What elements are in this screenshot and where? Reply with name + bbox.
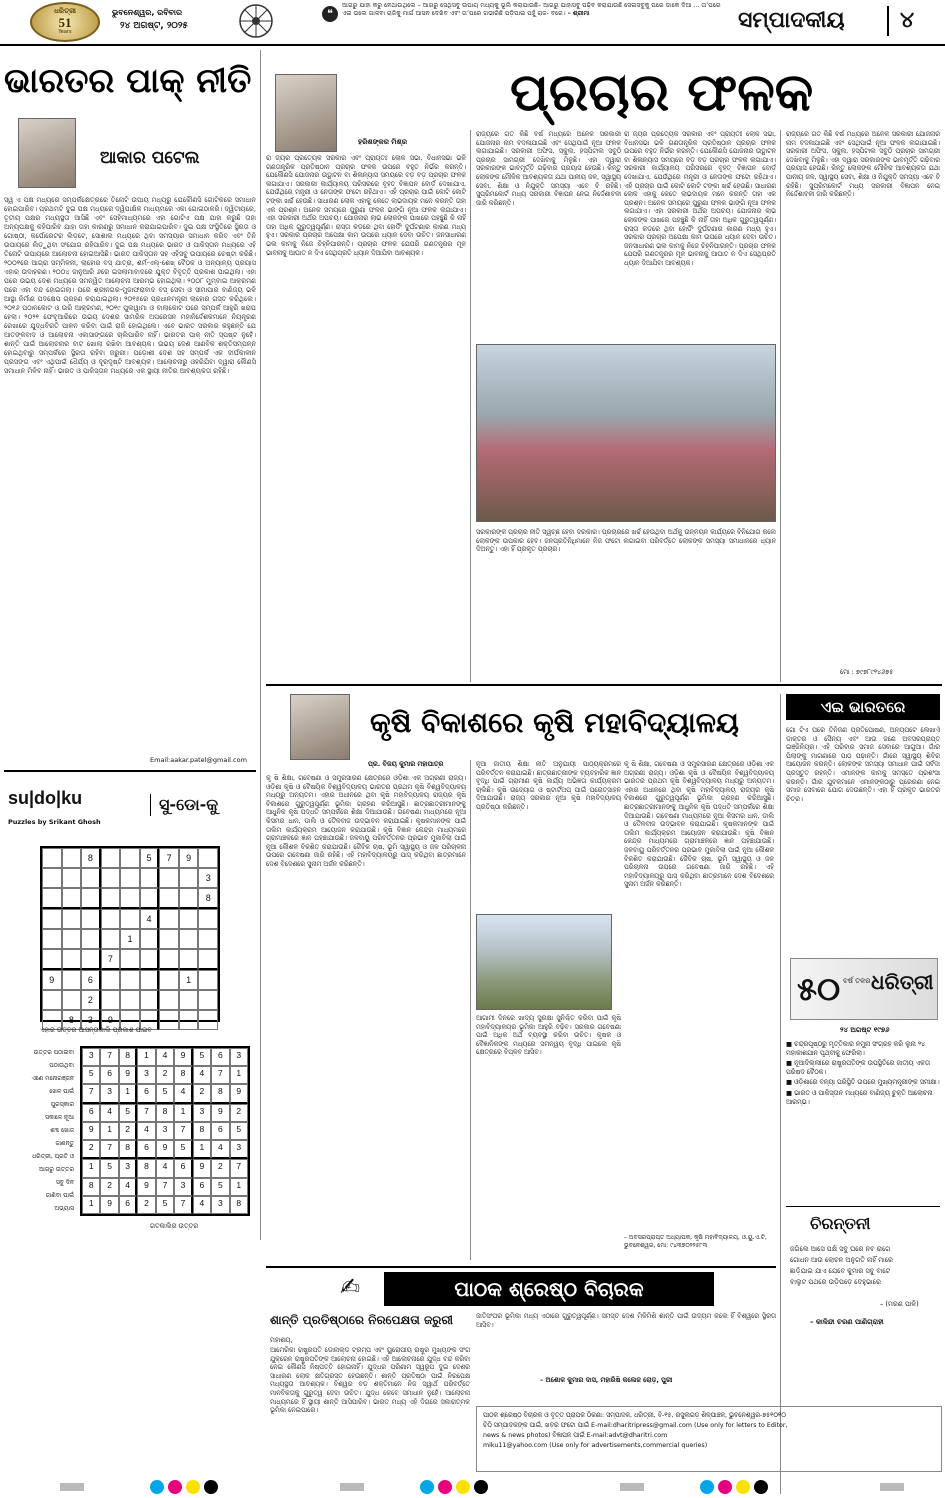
sudoku-solution-cell: 5 (156, 1196, 174, 1214)
sudoku-solution-cell: 1 (82, 1196, 100, 1214)
article1-email: Email:aakar.patel@gmail.com (150, 756, 247, 764)
registration-dot (754, 1480, 768, 1494)
sudoku-puzzle-cell (62, 990, 82, 1010)
sudoku-puzzle-cell: 8 (198, 888, 218, 909)
sudoku-puzzle-cell (120, 848, 140, 868)
registration-gray-bar (880, 1483, 904, 1491)
reader-banner-icon: ✍ (340, 1273, 361, 1301)
sudoku-solution-cell: 5 (230, 1122, 248, 1140)
sudoku-solution-cell: 5 (193, 1048, 211, 1066)
sudoku-puzzle-cell (159, 1010, 179, 1030)
sudoku-solution-cell: 9 (193, 1159, 211, 1177)
sudoku-solution-label: ଶବ୍ଦ ଖୋଜ (50, 1127, 74, 1134)
sudoku-puzzle-cell (81, 868, 101, 888)
badge-top: ଧରିତ୍ରୀ (54, 7, 76, 15)
sudoku-puzzle-cell (81, 929, 101, 949)
sudoku-solution-cell: 2 (119, 1122, 137, 1140)
sudoku-puzzle-cell (101, 929, 121, 949)
registration-dot (168, 1480, 182, 1494)
sudoku-puzzle-cell (140, 868, 160, 888)
sudoku-solution-cell: 1 (119, 1084, 137, 1103)
fifty-years-label: ବର୍ଷ ତଳର (843, 977, 871, 985)
sudoku-footer: ଏହାର ଉତ୍ତର ଆସନ୍ତାକାଲି ପ୍ରକାଶ ପାଇବ (40, 1026, 152, 1034)
sudoku-puzzle-cell (62, 848, 82, 868)
reader-banner-title: ପାଠକ ଶ୍ରେଷ୍ଠ ବିଚାରକ (454, 1277, 644, 1301)
sudoku-solution-cell: 5 (119, 1104, 137, 1122)
sudoku-solution-cell: 9 (174, 1048, 192, 1066)
sudoku-puzzle-cell (198, 949, 218, 970)
sudoku-puzzle-cell (42, 909, 62, 929)
sudoku-puzzle-cell (62, 970, 82, 990)
sudoku-puzzle-cell (159, 949, 179, 970)
sudoku-solution-cell: 2 (137, 1196, 155, 1214)
registration-dot (736, 1480, 750, 1494)
sudoku-solution-cell: 7 (156, 1178, 174, 1196)
sudoku-solution-footer: ଗତକାଲିର ଉତ୍ତର (150, 1222, 199, 1230)
wheel-emblem (237, 2, 275, 40)
sudoku-puzzle-cell (62, 888, 82, 909)
sudoku-puzzle-cell: 3 (198, 868, 218, 888)
sudoku-puzzle-cell (101, 888, 121, 909)
column-divider-2 (470, 130, 471, 682)
fifty-years-item: ■ ଭାରତ ଓ ପାକିସ୍ତାନ ମଧ୍ୟରେ ବାଣିଜ୍ୟ ଚୁକ୍ତି ଆଲୋଚନା ଆରମ୍ଭ। (786, 1088, 933, 1106)
article3-body-col2: ନୂଆ ଜାତୀୟ ଶିକ୍ଷା ନୀତି ଅନୁଯାୟୀ ପାଠ୍ୟକ୍ରମରେ ପରିବର୍ତ୍ତନ କରାଯାଇଛି। ଛାତ୍ରଛାତ୍ରୀଙ୍କ ବ୍ୟବହାରିକ ଜ୍ଞାନ ବୃଦ୍ଧି ପାଇଁ ଗ୍ରାମୀଣ କୃଷି କାର୍ଯ୍ୟ ଅଭିଜ୍ଞତା କାର୍ଯ୍ୟକ୍ରମ ଚାଲିଛି। କୃଷି ଉଦ୍ୟୋଗ ଓ ଷ୍ଟାର୍ଟଅପ୍ ପାଇଁ ପ୍ରୋତ୍ସାହନ ଦିଆଯାଉଛି। ରାଜ୍ୟ ସରକାର ନୂଆ କୃଷି ମହାବିଦ୍ୟାଳୟ ପ୍ରତିଷ୍ଠା କରିଛନ୍ତି। (476, 760, 621, 811)
sudoku-solution-cell: 5 (100, 1159, 118, 1177)
sudoku-solution-cell: 8 (156, 1104, 174, 1122)
sudoku-solution-cell: 3 (211, 1196, 229, 1214)
sudoku-puzzle-cell: 9 (42, 970, 62, 990)
e-bharat-body: ଗୋ ଟିଏ ଘରେ ତିନିଜଣ ପ୍ରତିପୋଷଣ, ଅନ୍ୟପଟେ ଲେଖାଏଁ ଡାକ୍ତର ଓ ସୈନ୍ୟ ଏବଂ ଆଉ ଜଣେ ଅବସରପ୍ରାପ୍ତ ଇଞ୍ଜିନିୟର। ଏହି ପରିବାର ସମାଜ ସେବାରେ ଆଗୁଆ। ଗାଁର ପିଲାଙ୍କୁ ମାଗଣାରେ ପାଠ ପଢ଼ାନ୍ତି। ଗାଁରେ ସ୍ୱାସ୍ଥ୍ୟ ଶିବିର ଆୟୋଜନ କରନ୍ତି। ଲୋକଙ୍କ ସମସ୍ୟା ସମାଧାନ ପାଇଁ ସର୍ବଦା ପ୍ରସ୍ତୁତ ରହନ୍ତି। ଏମାନଙ୍କ କାମକୁ ସମସ୍ତେ ପ୍ରଶଂସା କରନ୍ତି। ଗାଁର ଯୁବକମାନେ ଏମାନଙ୍କଠାରୁ ପ୍ରେରଣା ନେଇ ସମାଜ ସେବାରେ ଯୋଗ ଦେଉଛନ୍ତି। ଏହା ହିଁ ପ୍ରକୃତ ଭାରତର ଚିତ୍ର। (786, 726, 940, 803)
sudoku-solution-cell: 3 (100, 1084, 118, 1103)
column-divider-5 (780, 694, 781, 1494)
sudoku-solution-cell: 1 (193, 1140, 211, 1159)
sudoku-solution-cell: 2 (100, 1178, 118, 1196)
sudoku-puzzle-cell: 2 (81, 990, 101, 1010)
sudoku-title: ସୁ-ଡୋ-କୁ (150, 794, 218, 816)
sudoku-solution-cell: 8 (230, 1196, 248, 1214)
sudoku-solution-cell: 7 (174, 1122, 192, 1140)
sudoku-puzzle-cell (42, 990, 62, 1010)
reader-footer-line1: ପାଠକ ଶ୍ରେଷ୍ଠ ବିଚାରକ ଓ ବୃତ୍ତ ପ୍ରାପକ ଠିକଣା: ସମ୍ପାଦକ, ଧରିତ୍ରୀ, ବି-୧୫, ରସୁଲଗଡ଼ ଶିଳ୍ପାଞ୍ଚଳ, ଭୁବନେଶ୍ୱର-୭୫୧୦୧୦ (483, 1412, 786, 1419)
sudoku-solution-cell: 4 (156, 1048, 174, 1066)
badge-number: 51 (58, 15, 72, 30)
article2-byline: ହରିଶଙ୍କର ମିଶ୍ର (358, 138, 408, 146)
sudoku-solution-cell: 4 (193, 1066, 211, 1084)
sudoku-solution-cell: 7 (100, 1140, 118, 1159)
sudoku-puzzle-cell (159, 990, 179, 1010)
article2-bottom-rule (266, 684, 942, 686)
chirantani-title: ଚିରନ୍ତନୀ (810, 1214, 871, 1233)
fifty-years-item: ■ ଚନ୍ଦ୍ରପୃଷ୍ଠରୁ ମୃତ୍ତିକାର ନମୁନା ସଂଗ୍ରହ କରି ଲୁନା ୨୪ ମହାକାଶଯାନ ପୃଥ୍ବୀକୁ ଫେରିଲା। (786, 1040, 926, 1057)
sudoku-solution-cell: 7 (100, 1048, 118, 1066)
sudoku-puzzle-cell (101, 990, 121, 1010)
article3-author-note: – ଅବସରପ୍ରାପ୍ତ ଅଧ୍ୟାପକ, କୃଷି ମହାବିଦ୍ୟାଳୟ, ଓ.ୟୁ.ଏ.ଟି, ଭୁବନେଶ୍ୱର, ମୋ: ୯୪୩୭୦୨୨୫୮୩ (624, 1234, 767, 1249)
sudoku-solution-cell: 9 (100, 1196, 118, 1214)
sudoku-puzzle-cell (198, 970, 218, 990)
sudoku-solution-cell: 4 (174, 1084, 192, 1103)
chirantani-top-rule (786, 1206, 940, 1207)
city-day: ଭୁବନେଶ୍ୱର, ରବିବାର (112, 8, 183, 17)
sudoku-puzzle-cell (120, 949, 140, 970)
sudoku-solution-cell: 4 (137, 1122, 155, 1140)
sudoku-solution-cell: 3 (137, 1066, 155, 1084)
registration-dot (474, 1480, 488, 1494)
registration-gray-bar (340, 1483, 364, 1491)
sudoku-puzzle-cell (120, 990, 140, 1010)
sudoku-solution-cell: 3 (230, 1048, 248, 1066)
sudoku-solution-cell: 8 (119, 1048, 137, 1066)
sudoku-solution-cell: 2 (156, 1066, 174, 1084)
sudoku-brand: su|do|ku (8, 788, 83, 808)
quote-text: ଆଗରୁ ଯାହା କରୁ ନେଥାଉଥିଲେ – ଆଗରୁ ସେଥିସବୁ ଉପାୟ ମଧ୍ୟକୁ ଭୂଲି କରାଯାଉଛି– ଆଗରୁ ଯାହାସବୁ ପଢ଼ିବ କରାଯାଉଛି ସେଇସବୁକୁ ପରେ ଡାକେ ଦିଆ ... ତା’ପରେ ଏଇ ଭଲେ ଗାଳବା ରାଜିକୁ ମାର୍ଗ ଆସନ ଦେଖିବ ଏବଂ ତା’ପରେ ଗଭୀରିଛି ପଡ଼ିପାଇ ପହୁଁ ରାଜ- ବରେ। (342, 2, 721, 17)
masthead-rule (0, 44, 945, 46)
article3-byline: ପ୍ର. ବିଜୟ କୁମାର ମହାପାତ୍ର (368, 760, 444, 768)
sudoku-puzzle-cell: 9 (101, 1010, 121, 1030)
fifty-years-item: ■ ନୂଆଦିଲ୍ଲୀରେ ରାଷ୍ଟ୍ରପତିଙ୍କ ଉପସ୍ଥିତିରେ ଜାତୀୟ ଏକତା ପରିଷଦ ବୈଠକ। (786, 1059, 930, 1076)
anniversary-badge (30, 2, 100, 42)
sudoku-puzzle-cell (62, 868, 82, 888)
article3-author-photo (290, 694, 350, 760)
sudoku-solution-cell: 3 (119, 1159, 137, 1177)
sudoku-puzzle-cell (81, 909, 101, 929)
sudoku-solution-cell: 3 (174, 1178, 192, 1196)
sudoku-solution-cell: 9 (230, 1084, 248, 1103)
sudoku-solution-cell: 8 (174, 1066, 192, 1084)
fifty-years-date: ୨୪ ଅଗଷ୍ଟ ୧୯୭୬ (840, 1026, 890, 1034)
sudoku-puzzle-cell (120, 909, 140, 929)
article1-body: ସ୍ୱ ଏ ପକ୍ଷ ମଧ୍ୟରେ ସମ୍ପର୍କକ୍ଷେତ୍ରରେ ତିନୋଟି ଉପାୟ ମଧ୍ୟରୁ ଯେକୌଣସି ଗୋଟିକରେ ସମାଧାନ ହୋଇପାରିବ। ପ୍ରଥମଟି ଦୁଇ ପକ୍ଷ ମଧ୍ୟରେ ଦ୍ୱିପାକ୍ଷିକ ମାଧ୍ୟମରେ ଏକା ଗୋଇଠାକରି। ଦ୍ୱିତୀୟରେ, ତୃତୀୟ ପକ୍ଷର ମଧ୍ୟସ୍ଥତା ଆସିଛି ଏବଂ ସେହିମାଧ୍ୟମରେ ଏହା ଗୋଟିଏ ପକ୍ଷ ଯାହା କରୁଛି ତାହା ଅନ୍ୟପକ୍ଷକୁ କହିପାରିବ ଯାହା ତାହା କାରଣରୁ ସମାଧାନ କରାଯାଇପାରିବ। ଦୁଇ ପକ୍ଷ ସଂସ୍ଥିତିରେ ସ୍ଥିରତା ଓ ଗୋଷ୍ଠୀ, କର୍ପୋରେଟର ଲିଡ଼ଟେ, ସୋଶାଲ ମଧ୍ୟରେ ଥିବା ସମସ୍ୟାର ସମାଧାନ କରିବ ଏବଂ ତିନି ଉପାୟରେ ଲିଡ଼ୁଥିବା ସଂଯୋଗ ରହିପାରିବ। ଦୁଇ ପକ୍ଷ ମଧ୍ୟରେ ଭାରତ ଓ ପାକିସ୍ତାନ ମଧ୍ୟରେ ଏହି ତିନୋଟି ଉପାୟରେ ଆଲୋଚନା ହୋଇଆସିଛି। ଭାରତ ପାକିସ୍ତାନ ସହ ଏହିସବୁ ଉପାୟରେ ଚେଷ୍ଟା କରିଛି। ୨୦୦୧ରେ ଆଗ୍ରା ସମ୍ମିଳନୀ, ଲାହୋର ବସ୍ ଯାତ୍ରା, ଶର୍ମ-ଏଲ୍-ଶେଖ୍ ବୈଠକ ଓ ଅନ୍ୟାନ୍ୟ ପ୍ରୟାସ ଏହାର ଉଦାହରଣ। ୨୦୦୪ ଜାନୁଆରି ୬ରେ ଇସଲାମାବାଦରେ ଯୁକ୍ତ ବିବୃତ୍ତି ପ୍ରକାଶ ପାଇଥିଲା। ଏହା ପରେ ଉଭୟ ଦେଶ ମଧ୍ୟରେ ସମନ୍ୱିତ ଆଲୋଚନା ଆରମ୍ଭ ହୋଇଥିଲା। ୨୦୦୮ ମୁମ୍ବାଇ ଆକ୍ରମଣ ପରେ ଏହା ବନ୍ଦ ହୋଇଗଲା। ପରେ ଶ୍ରୀନଗର-ମୁଜାଫରାବାଦ ବସ୍ ସେବା ଓ ସୀମାପାର ବାଣିଜ୍ୟ ଭଳି ଆସ୍ଥା ନିର୍ମାଣ ପଦକ୍ଷେପ ଗ୍ରହଣ କରାଯାଇଥିଲା। ୨୦୧୫ରେ ପ୍ରଧାନମନ୍ତ୍ରୀ ଲାହୋର ଗସ୍ତ କରିଥିଲେ। ୨୦୧୬ ପଠାନକୋଟ ଓ ଉରି ଆକ୍ରମଣ, ୨୦୧୯ ପୁଲୱାମା ଓ ବାଲାକୋଟ ପରେ ସମ୍ପର୍କ ଆହୁରି ଖରାପ ହେଲା। ୨୦୨୧ ଫେବୃଆରିରେ ଉଭୟ ଦେଶର ସାମରିକ ଅପରେସନ ମହାନିର୍ଦ୍ଦେଶକମାନେ ନିୟନ୍ତ୍ରଣ ରେଖାରେ ଯୁଦ୍ଧବିରତି ପାଳନ କରିବା ପାଇଁ ରାଜି ହୋଇଥିଲେ। ଏବେ ଭାରତ ସରକାର କହୁଛନ୍ତି ଯେ ଆତଙ୍କବାଦ ଓ ଆଲୋଚନା ଏକାସାଙ୍ଗରେ ଚାଲିପାରିବ ନାହିଁ। ଭାରତର ପାକ୍ ନୀତି ସ୍ପଷ୍ଟ ନୁହେଁ। ଶାନ୍ତି ପାଇଁ ଆଲୋଚନାର ବାଟ ଖୋଲା ରଖିବା ଆବଶ୍ୟକ। ଉଭୟ ଦେଶ ଆଣବିକ ଶକ୍ତିସମ୍ପନ୍ନ ହୋଇଥିବାରୁ ସମ୍ପର୍କରେ ସ୍ଥିରତା ରହିବା ଜରୁରୀ। ପଡ଼ୋଶୀ ଦେଶ ସହ ସମ୍ପର୍କ ଏକ ଦୀର୍ଘକାଳୀନ ପ୍ରସଙ୍ଗ ଏବଂ ଏଥିପାଇଁ ଧୈର୍ଯ୍ୟ ଓ ଦୂରଦୃଷ୍ଟି ଆବଶ୍ୟକ। ଆଲୋଚନାରୁ ଓହରିଯିବା ଦ୍ୱାରା କୌଣସି ସମାଧାନ ମିଳିବ ନାହିଁ। ଭାରତ ଓ ପାକିସ୍ତାନ ମଧ୍ୟରେ ଏକ ସ୍ଥାୟୀ ନୀତିର ଆବଶ୍ୟକତା ରହିଛି। (4, 196, 256, 375)
sudoku-puzzle-cell (159, 970, 179, 990)
registration-dot (150, 1480, 164, 1494)
registration-gray-bar (620, 1483, 644, 1491)
sudoku-solution-cell: 6 (174, 1159, 192, 1177)
sudoku-solution-label: ସବୁ ଦିନ (55, 1179, 74, 1186)
sudoku-solution-cell: 6 (137, 1140, 155, 1159)
fifty-years-logo (790, 958, 938, 1020)
sudoku-solution-label: ପଠାଉଥିବା (49, 1062, 74, 1069)
sudoku-solution-cell: 3 (82, 1048, 100, 1066)
sudoku-solution-label: ସକାଳେ ନୂଆ (45, 1114, 74, 1121)
sudoku-solution-cell: 6 (211, 1122, 229, 1140)
sudoku-solution-cell: 5 (174, 1140, 192, 1159)
sudoku-puzzle-cell (62, 949, 82, 970)
sudoku-puzzle-cell (120, 888, 140, 909)
sudoku-puzzle-cell (198, 929, 218, 949)
sudoku-solution-cell: 6 (82, 1104, 100, 1122)
page-number: ୪ (900, 8, 915, 33)
sudoku-solution-cell: 1 (230, 1178, 248, 1196)
article2-body-col5: ରାଜ୍ୟରେ ଗତ କିଛି ବର୍ଷ ମଧ୍ୟରେ ଅନେକ ସରକାରୀ ଯୋଜନାର ନାମ ବଦଳାଯାଇଛି ଏବଂ ସେଥିପାଇଁ ନୂଆ ଫଳକ ଲଗାଯାଇଛି। ସରକାରୀ ଅଫିସ, ସ୍କୁଲ, ହସ୍ପିଟାଲ ସବୁଠି ପ୍ରଚାର ସାମଗ୍ରୀ ଦେଖିବାକୁ ମିଳୁଛି। ଏହା ଦ୍ୱାରା ସରକାରଙ୍କ ଭାବମୂର୍ତ୍ତି ଗଢ଼ିବାର ପ୍ରୟାସ ହେଉଛି। କିନ୍ତୁ ଲୋକଙ୍କ ମୌଳିକ ଆବଶ୍ୟକତା ଯଥା ପାନୀୟ ଜଳ, ସ୍ୱାସ୍ଥ୍ୟ ସେବା, ଶିକ୍ଷା ଓ ନିଯୁକ୍ତି ସମସ୍ୟା ଏବେ ବି ରହିଛି। ସୁପ୍ରିମକୋର୍ଟ ମଧ୍ୟ ସରକାରୀ ବିଜ୍ଞାପନ ନେଇ ନିର୍ଦ୍ଦେଶାବଳୀ ଜାରି କରିଛନ୍ତି। (786, 130, 940, 199)
sudoku-puzzle-cell (101, 909, 121, 929)
masthead-quote (342, 2, 722, 42)
sudoku-puzzle-cell: 6 (81, 970, 101, 990)
sudoku-solution-cell: 7 (230, 1159, 248, 1177)
header-divider (887, 6, 889, 36)
sudoku-solution-label: ପୁରସ୍କାର (50, 1101, 74, 1108)
registration-dot (718, 1480, 732, 1494)
sudoku-solution-cell: 6 (211, 1048, 229, 1066)
quote-author: – ଶ୍ରୀମା (567, 10, 590, 17)
sudoku-solution-cell: 8 (211, 1084, 229, 1103)
article2-headline: ପ୍ରଚାର ଫଳକ (510, 63, 814, 123)
issue-date: ୨୪ ଅଗଷ୍ଟ, ୨୦୨୫ (120, 21, 188, 31)
sudoku-puzzle-cell (42, 929, 62, 949)
article2-author-photo (275, 74, 337, 152)
sudoku-solution-cell: 4 (211, 1140, 229, 1159)
sudoku-solution-cell: 8 (137, 1159, 155, 1177)
sudoku-solution-labels (8, 1046, 74, 1216)
sudoku-puzzle-cell: 1 (179, 970, 199, 990)
sudoku-solution-cell: 2 (230, 1104, 248, 1122)
sudoku-solution-cell: 7 (82, 1084, 100, 1103)
sudoku-solution-cell: 6 (193, 1178, 211, 1196)
sudoku-solution-cell: 5 (211, 1178, 229, 1196)
sudoku-solution-cell: 7 (137, 1104, 155, 1122)
sudoku-solution-grid (80, 1046, 250, 1216)
sudoku-solution-label: ଖେଳ ପାଇଁ (49, 1088, 74, 1095)
reader-footer-box (476, 1406, 942, 1472)
sudoku-solution-cell: 6 (119, 1196, 137, 1214)
letter-body-continued: ଜାତିସଂଘର ଭୂମିକା ମଧ୍ୟ ଏଠାରେ ଗୁରୁତ୍ୱପୂର୍ଣ୍ଣ। ସମସ୍ତ ଦେଶ ମିଳିମିଶି ଶାନ୍ତି ପାଇଁ ଉଦ୍ୟମ କଲେ ହିଁ ବିଶ୍ୱରେ ସ୍ଥିରତା ଆସିବ। (476, 1312, 776, 1329)
sudoku-puzzle-cell (42, 848, 62, 868)
article1-author-photo (18, 118, 76, 188)
sudoku-puzzle-cell: 8 (62, 1010, 82, 1030)
sudoku-puzzle-cell (81, 888, 101, 909)
sudoku-solution-cell: 8 (82, 1178, 100, 1196)
sudoku-solution-cell: 2 (211, 1159, 229, 1177)
fifty-years-brand: ଧରିତ୍ରୀ (871, 970, 934, 994)
article2-phone: ମୋ : ୭୯୭୮୯୨୪୬୭୫ (840, 668, 894, 676)
sudoku-solution-label: ଜାଣିବା ପାଇଁ (45, 1192, 74, 1199)
column-divider-1 (260, 50, 261, 1240)
sudoku-puzzle-cell (81, 949, 101, 970)
registration-dot (700, 1480, 714, 1494)
sudoku-solution-cell: 3 (193, 1104, 211, 1122)
badge-sub: Years (58, 29, 72, 35)
sudoku-solution-cell: 1 (82, 1159, 100, 1177)
section-title: ସମ୍ପାଦକୀୟ (738, 8, 845, 33)
sudoku-solution-cell: 9 (119, 1066, 137, 1084)
column-divider-3 (780, 130, 781, 682)
sudoku-solution-cell: 1 (100, 1122, 118, 1140)
sudoku-puzzle-cell: 7 (159, 848, 179, 868)
sudoku-puzzle-cell (42, 888, 62, 909)
sudoku-puzzle-grid (40, 846, 220, 1025)
article3-headline: କୃଷି ବିକାଶରେ କୃଷି ମହାବିଦ୍ୟାଳୟ (370, 706, 740, 739)
chirantani-source: – (ମରଣ ପାଳି) (880, 1300, 919, 1308)
sudoku-solution-label: ଧରିତ୍ରୀ, ପ୍ରତି ଓ (32, 1153, 74, 1160)
sudoku-puzzle-cell: 4 (140, 909, 160, 929)
sudoku-puzzle-cell (179, 868, 199, 888)
sudoku-solution-cell: 1 (230, 1066, 248, 1084)
sudoku-puzzle-cell (159, 868, 179, 888)
article1-byline: ଆକାର ପଟେଲ (100, 148, 200, 168)
sudoku-puzzle-cell (42, 949, 62, 970)
letter-signature: – ଅଶୋକ କୁମାର ଦାସ, ମହାରିଷି କଲେଜ ରୋଡ଼, ପୁରୀ (540, 1376, 673, 1384)
sudoku-puzzle-cell (140, 929, 160, 949)
sudoku-puzzle-cell (198, 848, 218, 868)
article3-body-col3: ଆଗାମୀ ଦିନରେ ଖାଦ୍ୟ ସୁରକ୍ଷା ସୁନିଶ୍ଚିତ କରିବା ପାଇଁ କୃଷି ମହାବିଦ୍ୟାଳୟର ଭୂମିକା ଆହୁରି ବଢ଼ିବ। ସରକାର ଗବେଷଣା ପାଇଁ ଅଧିକ ଅର୍ଥ ବ୍ୟବସ୍ଥା କରିବା ଉଚିତ। କୃଷକ ଓ ବୈଜ୍ଞାନିକଙ୍କ ମଧ୍ୟରେ ସମନ୍ୱୟ ବୃଦ୍ଧି ପାଇଲେ କୃଷି କ୍ଷେତ୍ରରେ ବିପ୍ଳବ ଆସିବ। (476, 1014, 621, 1057)
sudoku-puzzle-cell (42, 868, 62, 888)
article3-college-photo (476, 914, 612, 1010)
article2-body-col1: ରା ଜ୍ୟର ପ୍ରତ୍ୟେକ ସରକାର ଏବଂ ପ୍ରାୟତଃ ଲୋକ ସଭା, ବିଧାନସଭା ଭଳି ଗଣତାନ୍ତ୍ରିକ ପ୍ରତିଷ୍ଠାନ ପ୍ରଚାର ଫଳକ ଉପରେ ବହୁତ ନିର୍ଭର କରନ୍ତି। ଯେକୌଣସି ଯୋଜନାର ଉଦ୍ଘାଟନ ବା ଶିଳାନ୍ୟାସ ସମୟରେ ବଡ଼ ବଡ଼ ପ୍ରଚାର ଫଳକ ଲଗାଯାଏ। ସରକାରୀ କାର୍ଯ୍ୟାଳୟ ପରିସରରେ ବୃହତ୍ ବିଜ୍ଞାପନ ବୋର୍ଡ଼ ଦେଖାଯାଏ, ଯେଉଁଥିରେ ମନ୍ତ୍ରୀ ଓ ନେତାଙ୍କ ଫଟୋ ରହିଥାଏ। ଏହି ପ୍ରଚାର ପାଇଁ କୋଟି କୋଟି ଟଙ୍କା ଖର୍ଚ୍ଚ ହେଉଛି। ସାଧାରଣ ଲୋକ ଏହାକୁ କେତେ ଲାଭଦାୟକ ମନେ କରନ୍ତି ତାହା ଏକ ପ୍ରଶ୍ନ। ଅନେକ ସମୟରେ ପୁରୁଣା ଫଳକ ଭାଙ୍ଗି ନୂଆ ଫଳକ ଲଗାଯାଏ। ଏହା ସରକାରୀ ଅର୍ଥର ଅପଚୟ। ଯୋଜନାର ଲାଭ ଲୋକଙ୍କ ପାଖରେ ପହଞ୍ଚୁଛି କି ନାହିଁ ତାହା ଅଧିକ ଗୁରୁତ୍ୱପୂର୍ଣ୍ଣ। ରାସ୍ତା କଡ଼ରେ ଥିବା ହୋର୍ଡିଂ ଦୁର୍ଘଟଣାର କାରଣ ମଧ୍ୟ ହୁଏ। ସରକାର ପ୍ରଚାର ଅପେକ୍ଷା କାମ ଉପରେ ଧ୍ୟାନ ଦେବା ଉଚିତ। ଜନସାଧାରଣ ଭଲ କାମକୁ ନିଜେ ଚିହ୍ନିପାରନ୍ତି। ପ୍ରଚାର ଫଳକ ଯେପରି ଗଣତନ୍ତ୍ରର ମୂଳ ଭାବନାକୁ ଆଘାତ ନ ଦିଏ ସେଥିପ୍ରତି ଧ୍ୟାନ ଦିଆଯିବା ଆବଶ୍ୟକ। (266, 154, 466, 257)
fifty-years-list (786, 1040, 940, 1200)
column-divider-4 (470, 760, 471, 1260)
sudoku-solution-cell: 3 (156, 1122, 174, 1140)
registration-dot (420, 1480, 434, 1494)
sudoku-puzzle-cell: 9 (179, 848, 199, 868)
masthead (0, 0, 945, 44)
sudoku-puzzle-cell (179, 990, 199, 1010)
fifty-years-number: ୫୦ (797, 970, 841, 1008)
sudoku-puzzle-cell (140, 949, 160, 970)
sudoku-solution-label: ଅଭ୍ୟାସ (54, 1205, 74, 1212)
sudoku-solution-cell: 6 (137, 1084, 155, 1103)
e-bharat-title: ଏଇ ଭାରତରେ (820, 698, 906, 716)
sudoku-puzzle-cell (179, 949, 199, 970)
sudoku-puzzle-cell: 7 (101, 949, 121, 970)
article1-bottom-rule (4, 770, 256, 772)
sudoku-solution-cell: 7 (211, 1066, 229, 1084)
sudoku-solution-label: ଉତ୍ତର ପଠାଇବା (33, 1049, 74, 1056)
sudoku-solution-cell: 3 (230, 1140, 248, 1159)
sudoku-puzzle-cell (198, 990, 218, 1010)
quote-icon: ❝ (322, 6, 338, 22)
article1-headline: ଭାରତର ପାକ୍ ନୀତି (4, 61, 252, 101)
sudoku-puzzle-cell: 1 (120, 929, 140, 949)
registration-dot (186, 1480, 200, 1494)
sudoku-puzzle-cell (140, 990, 160, 1010)
sudoku-puzzle-cell: 8 (81, 848, 101, 868)
sudoku-solution-cell: 4 (100, 1104, 118, 1122)
sudoku-puzzle-cell (62, 909, 82, 929)
sudoku-puzzle-cell (179, 1010, 199, 1030)
article2-queue-photo (476, 344, 776, 522)
article2-body-col4: ରା ଜ୍ୟର ପ୍ରତ୍ୟେକ ସରକାର ଏବଂ ପ୍ରାୟତଃ ଲୋକ ସଭା, ବିଧାନସଭା ଭଳି ଗଣତାନ୍ତ୍ରିକ ପ୍ରତିଷ୍ଠାନ ପ୍ରଚାର ଫଳକ ଉପରେ ବହୁତ ନିର୍ଭର କରନ୍ତି। ଯେକୌଣସି ଯୋଜନାର ଉଦ୍ଘାଟନ ବା ଶିଳାନ୍ୟାସ ସମୟରେ ବଡ଼ ବଡ଼ ପ୍ରଚାର ଫଳକ ଲଗାଯାଏ। ସରକାରୀ କାର୍ଯ୍ୟାଳୟ ପରିସରରେ ବୃହତ୍ ବିଜ୍ଞାପନ ବୋର୍ଡ଼ ଦେଖାଯାଏ, ଯେଉଁଥିରେ ମନ୍ତ୍ରୀ ଓ ନେତାଙ୍କ ଫଟୋ ରହିଥାଏ। ଏହି ପ୍ରଚାର ପାଇଁ କୋଟି କୋଟି ଟଙ୍କା ଖର୍ଚ୍ଚ ହେଉଛି। ସାଧାରଣ ଲୋକ ଏହାକୁ କେତେ ଲାଭଦାୟକ ମନେ କରନ୍ତି ତାହା ଏକ ପ୍ରଶ୍ନ। ଅନେକ ସମୟରେ ପୁରୁଣା ଫଳକ ଭାଙ୍ଗି ନୂଆ ଫଳକ ଲଗାଯାଏ। ଏହା ସରକାରୀ ଅର୍ଥର ଅପଚୟ। ଯୋଜନାର ଲାଭ ଲୋକଙ୍କ ପାଖରେ ପହଞ୍ଚୁଛି କି ନାହିଁ ତାହା ଅଧିକ ଗୁରୁତ୍ୱପୂର୍ଣ୍ଣ। ରାସ୍ତା କଡ଼ରେ ଥିବା ହୋର୍ଡିଂ ଦୁର୍ଘଟଣାର କାରଣ ମଧ୍ୟ ହୁଏ। ସରକାର ପ୍ରଚାର ଅପେକ୍ଷା କାମ ଉପରେ ଧ୍ୟାନ ଦେବା ଉଚିତ। ଜନସାଧାରଣ ଭଲ କାମକୁ ନିଜେ ଚିହ୍ନିପାରନ୍ତି। ପ୍ରଚାର ଫଳକ ଯେପରି ଗଣତନ୍ତ୍ରର ମୂଳ ଭାବନାକୁ ଆଘାତ ନ ଦିଏ ସେଥିପ୍ରତି ଧ୍ୟାନ ଦିଆଯିବା ଆବଶ୍ୟକ। (624, 130, 776, 267)
letter-body: ଆମେରିକା ରାଷ୍ଟ୍ରପତି ଡୋନାଲ୍ଡ ଟ୍ରମ୍ପ ଏବଂ ୟୁରୋପୀୟ ରାଷ୍ଟ୍ର ମୁଖ୍ୟଙ୍କ ସଂଗ ଯୁକ୍ରେନ ରାଷ୍ଟ୍ରପତିଙ୍କ ଆଲୋଚନା ହୋଇଛି। ଏହି ଆଲୋଚନାରେ ଯୁଦ୍ଧ ବନ୍ଦ କରିବା ନେଇ କୌଣସି ନିଷ୍ପତ୍ତି ହୋଇନାହିଁ। ଯୁଦ୍ଧର ପରିଣାମ ସ୍ୱରୂପ ଦୁଇ ଦେଶର ସାଧାରଣ ଲୋକ କ୍ଷତିଗ୍ରସ୍ତ ହେଉଛନ୍ତି। ଶାନ୍ତି ପ୍ରତିଷ୍ଠା ପାଇଁ ନିରପେକ୍ଷ ମଧ୍ୟସ୍ଥତା ଆବଶ୍ୟକ। ବିଶ୍ୱର ବଡ଼ ଶକ୍ତିମାନେ ନିଜ ସ୍ୱାର୍ଥ ପରିବର୍ତ୍ତେ ମାନବିକତାକୁ ଗୁରୁତ୍ୱ ଦେବା ଉଚିତ। ଯୁଦ୍ଧ କେବେ ସମାଧାନ ନୁହେଁ। ଆଲୋଚନା ମାଧ୍ୟମରେ ହିଁ ସ୍ଥାୟୀ ଶାନ୍ତି ଆସିପାରିବ। ଭାରତ ମଧ୍ୟ ଏହି ଦିଗରେ ସକାରାତ୍ମକ ଭୂମିକା ନେଇପାରେ। (270, 1346, 470, 1415)
article2-body-col2: ରାଜ୍ୟରେ ଗତ କିଛି ବର୍ଷ ମଧ୍ୟରେ ଅନେକ ସରକାରୀ ଯୋଜନାର ନାମ ବଦଳାଯାଇଛି ଏବଂ ସେଥିପାଇଁ ନୂଆ ଫଳକ ଲଗାଯାଇଛି। ସରକାରୀ ଅଫିସ, ସ୍କୁଲ, ହସ୍ପିଟାଲ ସବୁଠି ପ୍ରଚାର ସାମଗ୍ରୀ ଦେଖିବାକୁ ମିଳୁଛି। ଏହା ଦ୍ୱାରା ସରକାରଙ୍କ ଭାବମୂର୍ତ୍ତି ଗଢ଼ିବାର ପ୍ରୟାସ ହେଉଛି। କିନ୍ତୁ ଲୋକଙ୍କ ମୌଳିକ ଆବଶ୍ୟକତା ଯଥା ପାନୀୟ ଜଳ, ସ୍ୱାସ୍ଥ୍ୟ ସେବା, ଶିକ୍ଷା ଓ ନିଯୁକ୍ତି ସମସ୍ୟା ଏବେ ବି ରହିଛି। ସୁପ୍ରିମକୋର୍ଟ ମଧ୍ୟ ସରକାରୀ ବିଜ୍ଞାପନ ନେଇ ନିର୍ଦ୍ଦେଶାବଳୀ ଜାରି କରିଛନ୍ତି। (476, 130, 621, 207)
registration-dot (438, 1480, 452, 1494)
reader-footer-line4: miku11@yahoo.com (Use only for advertisements,commercial queries) (483, 1442, 708, 1449)
sudoku-puzzle-cell (101, 848, 121, 868)
sudoku-solution-cell: 6 (100, 1066, 118, 1084)
sudoku-solution-cell: 9 (82, 1122, 100, 1140)
registration-dot (204, 1480, 218, 1494)
chirantani-poet: – କାଳିନ୍ଦୀ ଚରଣ ପାଣିଗ୍ରାହୀ (810, 1318, 884, 1326)
sudoku-puzzle-cell (159, 909, 179, 929)
letter-title: ଶାନ୍ତି ପ୍ରତିଷ୍ଠାରେ ନିରପେକ୍ଷତା ଜରୁରୀ (270, 1313, 454, 1327)
sudoku-puzzle-cell (198, 1010, 218, 1030)
sudoku-puzzle-cell (179, 888, 199, 909)
sudoku-solution-cell: 4 (193, 1196, 211, 1214)
sudoku-solution-cell: 4 (156, 1159, 174, 1177)
sudoku-solution-cell: 9 (137, 1178, 155, 1196)
sudoku-puzzle-cell (140, 888, 160, 909)
sudoku-solution-label: ଜାଣନ୍ତୁ (55, 1140, 74, 1147)
sudoku-puzzle-cell (120, 868, 140, 888)
reader-footer-line3: news & news photos) ବିଜ୍ଞାପନ ପାଇଁ E-mail:advt@dharitri.com (483, 1432, 668, 1439)
sudoku-puzzle-cell (179, 929, 199, 949)
letter-salutation: ମହାଶୟ, (270, 1336, 293, 1344)
reader-top-rule (266, 1266, 776, 1268)
article2-body-col3: ସରକାରଙ୍କ ପ୍ରଚାର ନୀତି ସ୍ୱଚ୍ଛ ହେବା ଦରକାର। ପ୍ରଚାରରେ ଖର୍ଚ୍ଚ ହେଉଥିବା ଅର୍ଥକୁ ଉନ୍ନୟନ କାର୍ଯ୍ୟରେ ବିନିଯୋଗ କଲେ ଲୋକଙ୍କ ଉପକାର ହେବ। ଜନପ୍ରତିନିଧିମାନେ ନିଜ ଫଟୋ ଲଗାଇବା ପରିବର୍ତ୍ତେ ଲୋକଙ୍କ ସମସ୍ୟା ସମାଧାନରେ ଧ୍ୟାନ ଦିଅନ୍ତୁ। ଏହା ହିଁ ପ୍ରକୃତ ପ୍ରଚାର। (476, 528, 776, 554)
sudoku-solution-cell: 9 (211, 1104, 229, 1122)
sudoku-puzzle-cell (62, 929, 82, 949)
sudoku-solution-cell: 1 (174, 1104, 192, 1122)
sudoku-puzzle-cell: 5 (140, 848, 160, 868)
sudoku-solution-cell: 8 (119, 1140, 137, 1159)
sudoku-solution-label: ଆଗରୁ ଉତ୍ତର (39, 1166, 74, 1173)
sudoku-puzzle-cell (120, 970, 140, 990)
sudoku-solution-label: ଏଣେ ମନୋରଞ୍ଜନ (31, 1075, 74, 1082)
chirantani-verse: ଜଗିଲେ ଆସେ ପକ୍ଷି ସବୁ ଘରେ ନବ ରାଗେ ଗୋଧନ ଆଉ ଲୋଚନ ଅନୁଗତି ନାହିଁ ମାରେ ଛାଡ଼ିଯାଇ ଯାଏ ଯେବେ କୁମାର ସବୁ ବାଟେ ବାଲୁଟ ପଥରେ ଉଡ଼ିପଡ଼େ ଦେହୁଭାରେ (790, 1245, 894, 1286)
sudoku-solution-cell: 9 (156, 1140, 174, 1159)
sudoku-solution-cell: 5 (156, 1084, 174, 1103)
fifty-years-item: ■ ଓଡ଼ିଶାରେ ବନ୍ୟା ପରିସ୍ଥିତି ଉପରେ ମୁଖ୍ୟମନ୍ତ୍ରୀଙ୍କ ସମୀକ୍ଷା। (786, 1078, 940, 1087)
sudoku-puzzle-cell (179, 909, 199, 929)
article3-body-col1: କୃ ଷି ଶିକ୍ଷା, ଗବେଷଣା ଓ ସମ୍ପ୍ରସାରଣ କ୍ଷେତ୍ରରେ ଓଡ଼ିଶା ଏକ ଅଗ୍ରଣୀ ରାଜ୍ୟ। ଓଡ଼ିଶା କୃଷି ଓ ବୈଷୟିକ ବିଶ୍ୱବିଦ୍ୟାଳୟ ଭାରତର ପ୍ରଥମ କୃଷି ବିଶ୍ୱବିଦ୍ୟାଳୟ ମଧ୍ୟରୁ ଅନ୍ୟତମ। ଏହାର ଅଧୀନରେ ଥିବା କୃଷି ମହାବିଦ୍ୟାଳୟ ରାଜ୍ୟର କୃଷି ବିକାଶରେ ଗୁରୁତ୍ୱପୂର୍ଣ୍ଣ ଭୂମିକା ଗ୍ରହଣ କରିଆସୁଛି। ଛାତ୍ରଛାତ୍ରୀମାନଙ୍କୁ ଆଧୁନିକ କୃଷି ପଦ୍ଧତି ସମ୍ପର୍କରେ ଶିକ୍ଷା ଦିଆଯାଉଛି। ଗବେଷଣା ମାଧ୍ୟମରେ ନୂଆ କିସମର ଧାନ, ଡାଲି ଓ ତୈଳବୀଜ ଉଦ୍ଭାବନ କରାଯାଇଛି। କୃଷକମାନଙ୍କ ପାଇଁ ତାଲିମ କାର୍ଯ୍ୟକ୍ରମ ଆୟୋଜନ କରାଯାଉଛି। କୃଷି ବିଜ୍ଞାନ କେନ୍ଦ୍ର ମାଧ୍ୟମରେ ଗ୍ରାମାଞ୍ଚଳରେ ଜ୍ଞାନ ପହଞ୍ଚାଯାଉଛି। ଜଳବାୟୁ ପରିବର୍ତ୍ତନର ପ୍ରଭାବ ମୁକାବିଲା ପାଇଁ ନୂଆ କୌଶଳ ବିକଶିତ କରାଯାଉଛି। ଜୈବିକ ଚାଷ, ଭୂମି ସ୍ୱାସ୍ଥ୍ୟ ଓ ଜଳ ପରିଚାଳନା ଉପରେ ଗବେଷଣା ଜାରି ରହିଛି। ଏହି ମହାବିଦ୍ୟାଳୟରୁ ପାସ୍ କରିଥିବା ଛାତ୍ରମାନେ ଦେଶ ବିଦେଶରେ ସୁନାମ ଅର୍ଜନ କରିଛନ୍ତି। (266, 774, 466, 868)
sudoku-solution-cell: 8 (193, 1122, 211, 1140)
sudoku-subtitle: Puzzles by Srikant Ghosh (8, 818, 101, 826)
reader-footer-line2: ଚିଠି ସମ୍ପାଦକଙ୍କ ପାଇଁ, ଖବର ଫଟୋ ପାଇଁ E-mail:dharitripress@gmail.com (Use only for letters to Editor, (483, 1422, 788, 1429)
sudoku-solution-cell: 4 (119, 1178, 137, 1196)
sudoku-puzzle-cell (101, 868, 121, 888)
article3-body-col4: କୃ ଷି ଶିକ୍ଷା, ଗବେଷଣା ଓ ସମ୍ପ୍ରସାରଣ କ୍ଷେତ୍ରରେ ଓଡ଼ିଶା ଏକ ଅଗ୍ରଣୀ ରାଜ୍ୟ। ଓଡ଼ିଶା କୃଷି ଓ ବୈଷୟିକ ବିଶ୍ୱବିଦ୍ୟାଳୟ ଭାରତର ପ୍ରଥମ କୃଷି ବିଶ୍ୱବିଦ୍ୟାଳୟ ମଧ୍ୟରୁ ଅନ୍ୟତମ। ଏହାର ଅଧୀନରେ ଥିବା କୃଷି ମହାବିଦ୍ୟାଳୟ ରାଜ୍ୟର କୃଷି ବିକାଶରେ ଗୁରୁତ୍ୱପୂର୍ଣ୍ଣ ଭୂମିକା ଗ୍ରହଣ କରିଆସୁଛି। ଛାତ୍ରଛାତ୍ରୀମାନଙ୍କୁ ଆଧୁନିକ କୃଷି ପଦ୍ଧତି ସମ୍ପର୍କରେ ଶିକ୍ଷା ଦିଆଯାଉଛି। ଗବେଷଣା ମାଧ୍ୟମରେ ନୂଆ କିସମର ଧାନ, ଡାଲି ଓ ତୈଳବୀଜ ଉଦ୍ଭାବନ କରାଯାଇଛି। କୃଷକମାନଙ୍କ ପାଇଁ ତାଲିମ କାର୍ଯ୍ୟକ୍ରମ ଆୟୋଜନ କରାଯାଉଛି। କୃଷି ବିଜ୍ଞାନ କେନ୍ଦ୍ର ମାଧ୍ୟମରେ ଗ୍ରାମାଞ୍ଚଳରେ ଜ୍ଞାନ ପହଞ୍ଚାଯାଉଛି। ଜଳବାୟୁ ପରିବର୍ତ୍ତନର ପ୍ରଭାବ ମୁକାବିଲା ପାଇଁ ନୂଆ କୌଶଳ ବିକଶିତ କରାଯାଉଛି। ଜୈବିକ ଚାଷ, ଭୂମି ସ୍ୱାସ୍ଥ୍ୟ ଓ ଜଳ ପରିଚାଳନା ଉପରେ ଗବେଷଣା ଜାରି ରହିଛି। ଏହି ମହାବିଦ୍ୟାଳୟରୁ ପାସ୍ କରିଥିବା ଛାତ୍ରମାନେ ଦେଶ ବିଦେଶରେ ସୁନାମ ଅର୍ଜନ କରିଛନ୍ତି। (624, 760, 774, 889)
sudoku-puzzle-cell (159, 888, 179, 909)
sudoku-solution-cell: 1 (137, 1048, 155, 1066)
sudoku-solution-cell: 5 (82, 1066, 100, 1084)
sudoku-puzzle-cell (140, 970, 160, 990)
sudoku-solution-cell: 2 (193, 1084, 211, 1103)
sudoku-solution-cell: 2 (82, 1140, 100, 1159)
sudoku-puzzle-cell (159, 929, 179, 949)
registration-dot (456, 1480, 470, 1494)
sudoku-puzzle-cell (101, 970, 121, 990)
sudoku-puzzle-cell (198, 909, 218, 929)
sudoku-puzzle-cell: 3 (81, 1010, 101, 1030)
sudoku-solution-cell: 7 (174, 1196, 192, 1214)
registration-gray-bar (60, 1483, 84, 1491)
